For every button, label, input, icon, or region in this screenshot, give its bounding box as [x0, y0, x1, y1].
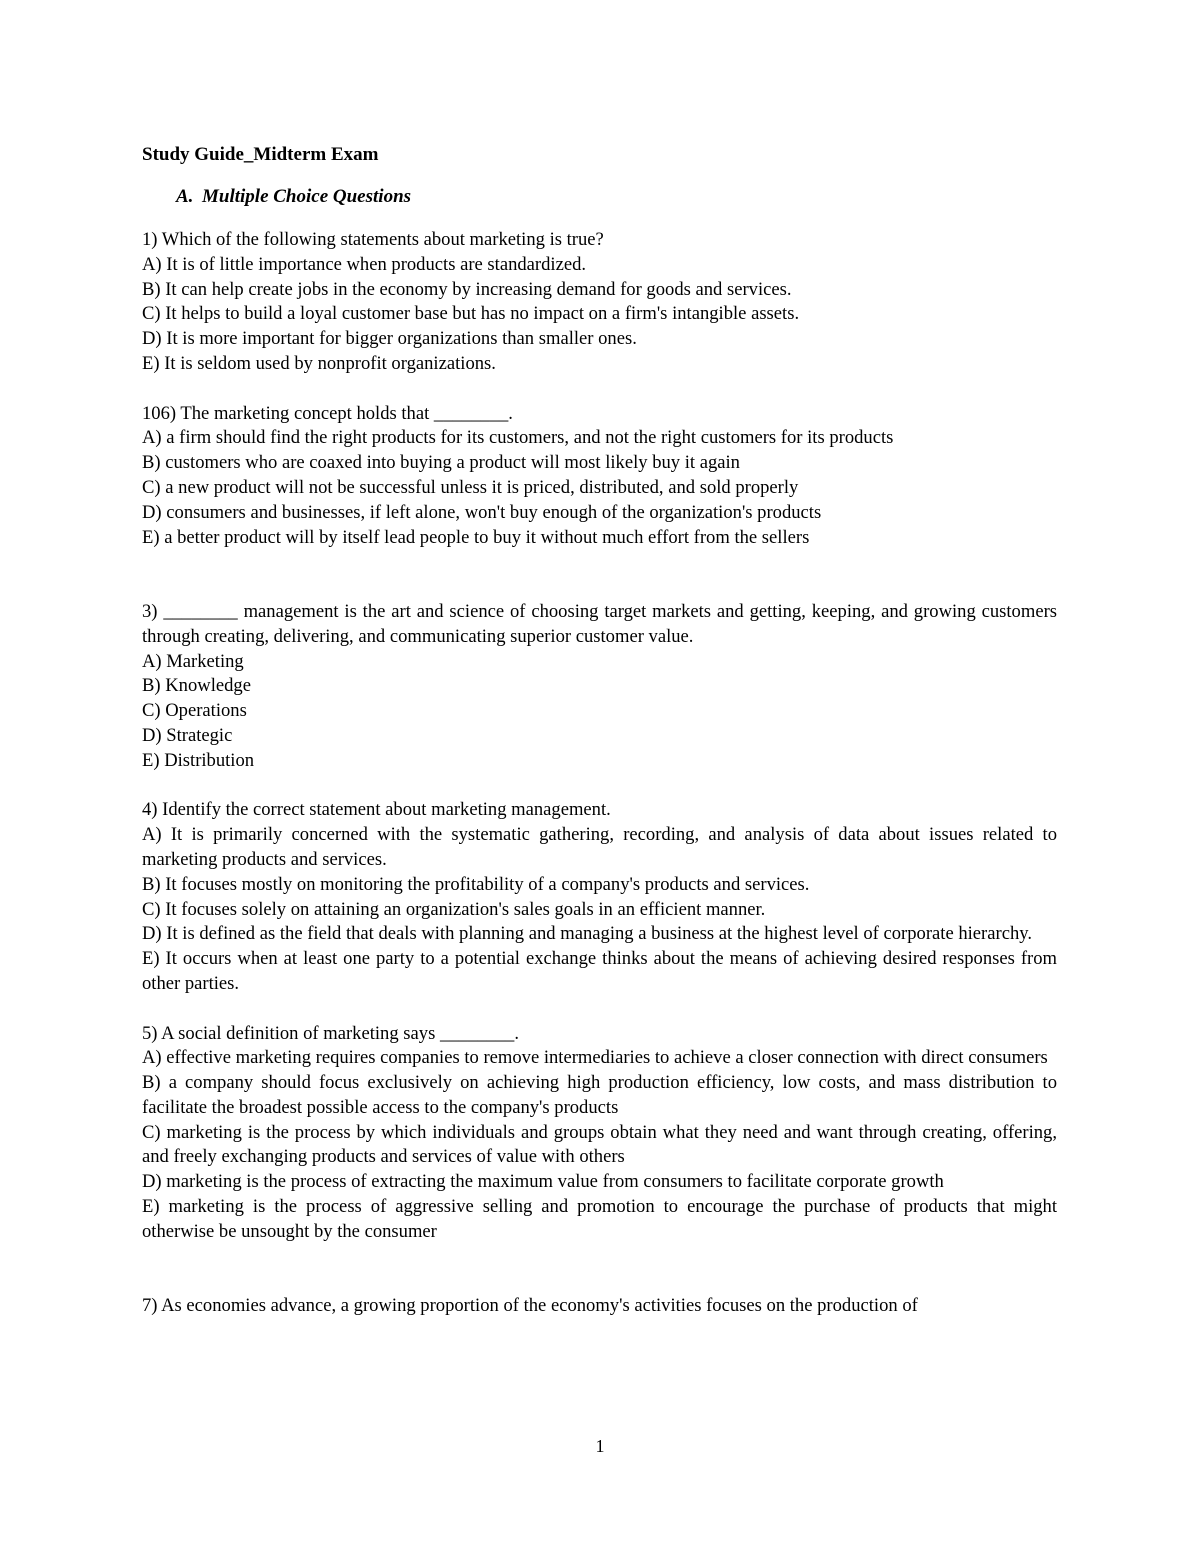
answer-option: B) a company should focus exclusively on achieving high production efficiency, low costs, and mass distribution to facilitate the broadest possible access to the company's products	[142, 1072, 1057, 1118]
section-title: Multiple Choice Questions	[202, 186, 412, 207]
answer-option: A) It is of little importance when products are standardized.	[142, 253, 587, 275]
answer-option: D) marketing is the process of extracting the maximum value from consumers to facilitate corporate growth	[142, 1171, 944, 1193]
question-stem: 7) As economies advance, a growing proportion of the economy's activities focuses on the production of	[142, 1295, 918, 1317]
answer-option: E) It is seldom used by nonprofit organizations.	[142, 352, 496, 374]
answer-option: C) a new product will not be successful unless it is priced, distributed, and sold properly	[142, 476, 799, 498]
answer-option: C) Operations	[142, 700, 247, 722]
section-letter: A.	[176, 186, 194, 207]
answer-option: A) Marketing	[142, 650, 244, 672]
question-list	[142, 228, 1057, 1319]
document-title: Study Guide_Midterm Exam	[142, 144, 379, 165]
question-stem: 1) Which of the following statements about marketing is true?	[142, 229, 604, 250]
question-106	[142, 402, 1057, 551]
answer-option: B) Knowledge	[142, 675, 251, 697]
answer-option: D) consumers and businesses, if left alone, won't buy enough of the organization's products	[142, 501, 822, 523]
question-5	[142, 1022, 1057, 1245]
section-heading	[176, 186, 411, 208]
answer-option: B) It can help create jobs in the economy by increasing demand for goods and services.	[142, 278, 792, 300]
answer-option: C) marketing is the process by which individuals and groups obtain what they need and want through creating, offering, and freely exchanging products and services of value with others	[142, 1121, 1057, 1168]
question-4	[142, 798, 1057, 996]
spacer	[142, 377, 1057, 402]
spacer	[142, 774, 1057, 799]
answer-option: E) Distribution	[142, 749, 255, 771]
answer-option: C) It helps to build a loyal customer base but has no impact on a firm's intangible assets.	[142, 303, 800, 325]
question-1	[142, 228, 1057, 377]
answer-option: B) It focuses mostly on monitoring the profitability of a company's products and services.	[142, 873, 810, 895]
question-stem: 5) A social definition of marketing says ________.	[142, 1022, 519, 1044]
answer-option: A) effective marketing requires companies to remove intermediaries to achieve a closer connection with direct consumers	[142, 1047, 1048, 1069]
question-stem: 106) The marketing concept holds that ________.	[142, 402, 513, 424]
answer-option: A) It is primarily concerned with the systematic gathering, recording, and analysis of data about issues related to marketing products and services.	[142, 824, 1057, 870]
answer-option: E) It occurs when at least one party to a potential exchange thinks about the means of achieving desired responses from other parties.	[142, 948, 1057, 994]
question-3	[142, 600, 1057, 774]
answer-option: E) marketing is the process of aggressive selling and promotion to encourage the purchase of products that might otherwise be unsought by the consumer	[142, 1196, 1057, 1242]
answer-option: A) a firm should find the right products for its customers, and not the right customers for its products	[142, 427, 894, 449]
answer-option: C) It focuses solely on attaining an organization's sales goals in an efficient manner.	[142, 898, 766, 920]
answer-option: D) It is defined as the field that deals with planning and managing a business at the highest level of corporate hierarchy.	[142, 923, 1032, 945]
answer-option: B) customers who are coaxed into buying a product will most likely buy it again	[142, 452, 740, 474]
question-stem: 4) Identify the correct statement about marketing management.	[142, 799, 611, 821]
question-stem: 3) ________ management is the art and science of choosing target markets and getting, keeping, and growing customers through creating, delivering, and communicating superior customer value.	[142, 600, 1057, 647]
page-number: 1	[595, 1436, 605, 1456]
answer-option: E) a better product will by itself lead people to buy it without much effort from the sellers	[142, 526, 810, 548]
spacer	[142, 550, 1057, 600]
spacer	[142, 997, 1057, 1022]
spacer	[142, 1245, 1057, 1295]
answer-option: D) It is more important for bigger organizations than smaller ones.	[142, 328, 637, 350]
answer-option: D) Strategic	[142, 724, 233, 746]
question-7	[142, 1294, 1057, 1319]
